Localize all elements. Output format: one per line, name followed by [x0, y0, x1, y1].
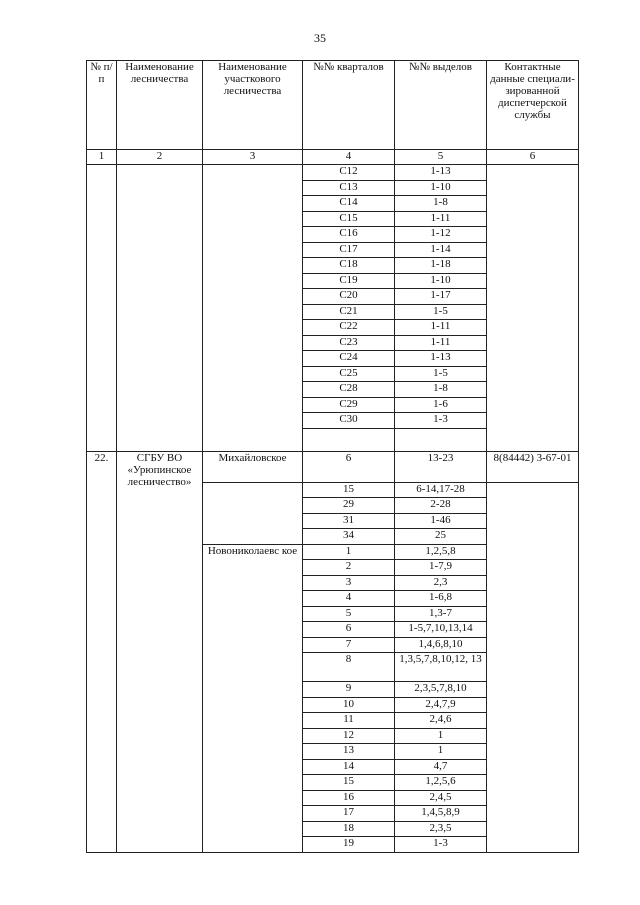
header-district-forestry: Наименование участкового лесничества	[203, 61, 303, 150]
quarter-cell: 15	[303, 775, 395, 791]
quarter-cell: С25	[303, 366, 395, 382]
allotment-cell: 1,2,5,6	[395, 775, 487, 791]
allotment-cell: 1-8	[395, 196, 487, 212]
allotment-cell: 1-8	[395, 382, 487, 398]
header-forestry: Наименование лесничества	[117, 61, 203, 150]
quarter-cell: С28	[303, 382, 395, 398]
column-number: 4	[303, 150, 395, 165]
allotment-cell: 1,2,5,8	[395, 544, 487, 560]
quarter-cell-empty	[303, 428, 395, 451]
column-number-row	[87, 150, 579, 165]
allotment-cell: 1-18	[395, 258, 487, 274]
quarter-cell: 3	[303, 575, 395, 591]
quarter-cell: 14	[303, 759, 395, 775]
quarter-cell: 29	[303, 498, 395, 514]
allotment-cell: 1,3-7	[395, 606, 487, 622]
quarter-cell: С29	[303, 397, 395, 413]
quarter-cell: 31	[303, 513, 395, 529]
allotment-cell: 13-23	[395, 451, 487, 482]
header-allotments: №№ выделов	[395, 61, 487, 150]
allotment-cell: 25	[395, 529, 487, 545]
allotment-cell: 1,3,5,7,8,10,12, 13	[395, 653, 487, 682]
quarter-cell: С17	[303, 242, 395, 258]
allotment-cell: 1-5	[395, 366, 487, 382]
table-body	[87, 61, 579, 853]
column-number: 2	[117, 150, 203, 165]
allotment-cell: 1-12	[395, 227, 487, 243]
quarter-cell: С18	[303, 258, 395, 274]
allotment-cell: 1-6,8	[395, 591, 487, 607]
quarter-cell: С12	[303, 165, 395, 181]
quarter-cell: С14	[303, 196, 395, 212]
entry-22-first-row	[87, 451, 579, 482]
quarter-cell: 6	[303, 622, 395, 638]
contact-cell-empty	[487, 482, 579, 852]
allotment-cell: 1-14	[395, 242, 487, 258]
allotment-cell: 1-5,7,10,13,14	[395, 622, 487, 638]
num-cell-empty	[87, 165, 117, 452]
header-contacts: Контактные данные специали-зированной диспетчерской службы	[487, 61, 579, 150]
quarter-cell: 17	[303, 806, 395, 822]
forestry-name: СГБУ ВО «Урюпинское лесничество»	[117, 451, 203, 852]
allotment-cell: 1-3	[395, 413, 487, 429]
allotment-cell: 6-14,17-28	[395, 482, 487, 498]
quarter-cell: С20	[303, 289, 395, 305]
allotment-cell: 1-11	[395, 211, 487, 227]
allotment-cell: 2,4,6	[395, 713, 487, 729]
allotment-cell: 2,4,7,9	[395, 697, 487, 713]
allotment-cell: 1,4,6,8,10	[395, 637, 487, 653]
allotment-cell: 4,7	[395, 759, 487, 775]
quarter-cell: 11	[303, 713, 395, 729]
column-number: 6	[487, 150, 579, 165]
allotment-cell: 1-6	[395, 397, 487, 413]
quarter-cell: С15	[303, 211, 395, 227]
quarter-cell: 1	[303, 544, 395, 560]
allotment-cell: 2,3	[395, 575, 487, 591]
district-forestry-name: Новониколаевс кое	[203, 544, 303, 852]
allotment-cell: 1	[395, 728, 487, 744]
allotment-cell: 1-11	[395, 320, 487, 336]
quarter-cell: 2	[303, 560, 395, 576]
quarter-cell: 9	[303, 682, 395, 698]
quarter-cell: 6	[303, 451, 395, 482]
quarter-cell: 34	[303, 529, 395, 545]
header-num: № п/п	[87, 61, 117, 150]
quarter-cell: 13	[303, 744, 395, 760]
quarter-cell: С19	[303, 273, 395, 289]
quarter-cell: С21	[303, 304, 395, 320]
header-quarters: №№ кварталов	[303, 61, 395, 150]
allotment-cell: 1-5	[395, 304, 487, 320]
allotment-cell: 1-11	[395, 335, 487, 351]
allotment-cell: 1-17	[395, 289, 487, 305]
quarter-cell: С16	[303, 227, 395, 243]
quarter-cell: 10	[303, 697, 395, 713]
quarter-cell: С13	[303, 180, 395, 196]
page-number: 35	[314, 31, 326, 45]
allotment-cell: 2,3,5,7,8,10	[395, 682, 487, 698]
quarter-cell: С23	[303, 335, 395, 351]
allotment-cell: 1-10	[395, 273, 487, 289]
allotment-cell: 1-7,9	[395, 560, 487, 576]
header-row	[87, 61, 579, 150]
quarter-cell: 19	[303, 837, 395, 853]
quarter-cell: 15	[303, 482, 395, 498]
allotment-cell: 1-10	[395, 180, 487, 196]
district-forestry-name: Михайловское	[203, 451, 303, 482]
forestry-cell-empty	[117, 165, 203, 452]
table-row	[87, 165, 579, 181]
quarter-cell: 7	[303, 637, 395, 653]
allotment-cell: 1-13	[395, 351, 487, 367]
quarter-cell: 18	[303, 821, 395, 837]
district-cell-empty	[203, 482, 303, 544]
allotment-cell: 1,4,5,8,9	[395, 806, 487, 822]
allotment-cell: 1-3	[395, 837, 487, 853]
allotment-cell: 2,3,5	[395, 821, 487, 837]
quarter-cell: 5	[303, 606, 395, 622]
quarter-cell: 4	[303, 591, 395, 607]
allotment-cell: 1-46	[395, 513, 487, 529]
quarter-cell: 12	[303, 728, 395, 744]
allotment-cell: 1-13	[395, 165, 487, 181]
column-number: 3	[203, 150, 303, 165]
quarter-cell: С30	[303, 413, 395, 429]
allotment-cell: 1	[395, 744, 487, 760]
quarter-cell: С24	[303, 351, 395, 367]
allotment-cell: 2-28	[395, 498, 487, 514]
column-number: 5	[395, 150, 487, 165]
allotment-cell: 2,4,5	[395, 790, 487, 806]
quarter-cell: 16	[303, 790, 395, 806]
entry-number: 22.	[87, 451, 117, 852]
contact-info: 8(84442) 3-67-01	[487, 451, 579, 482]
column-number: 1	[87, 150, 117, 165]
quarter-cell: С22	[303, 320, 395, 336]
district-cell-empty	[203, 165, 303, 452]
quarter-cell: 8	[303, 653, 395, 682]
forestry-table	[86, 60, 579, 853]
allotment-cell-empty	[395, 428, 487, 451]
contact-cell-empty	[487, 165, 579, 452]
